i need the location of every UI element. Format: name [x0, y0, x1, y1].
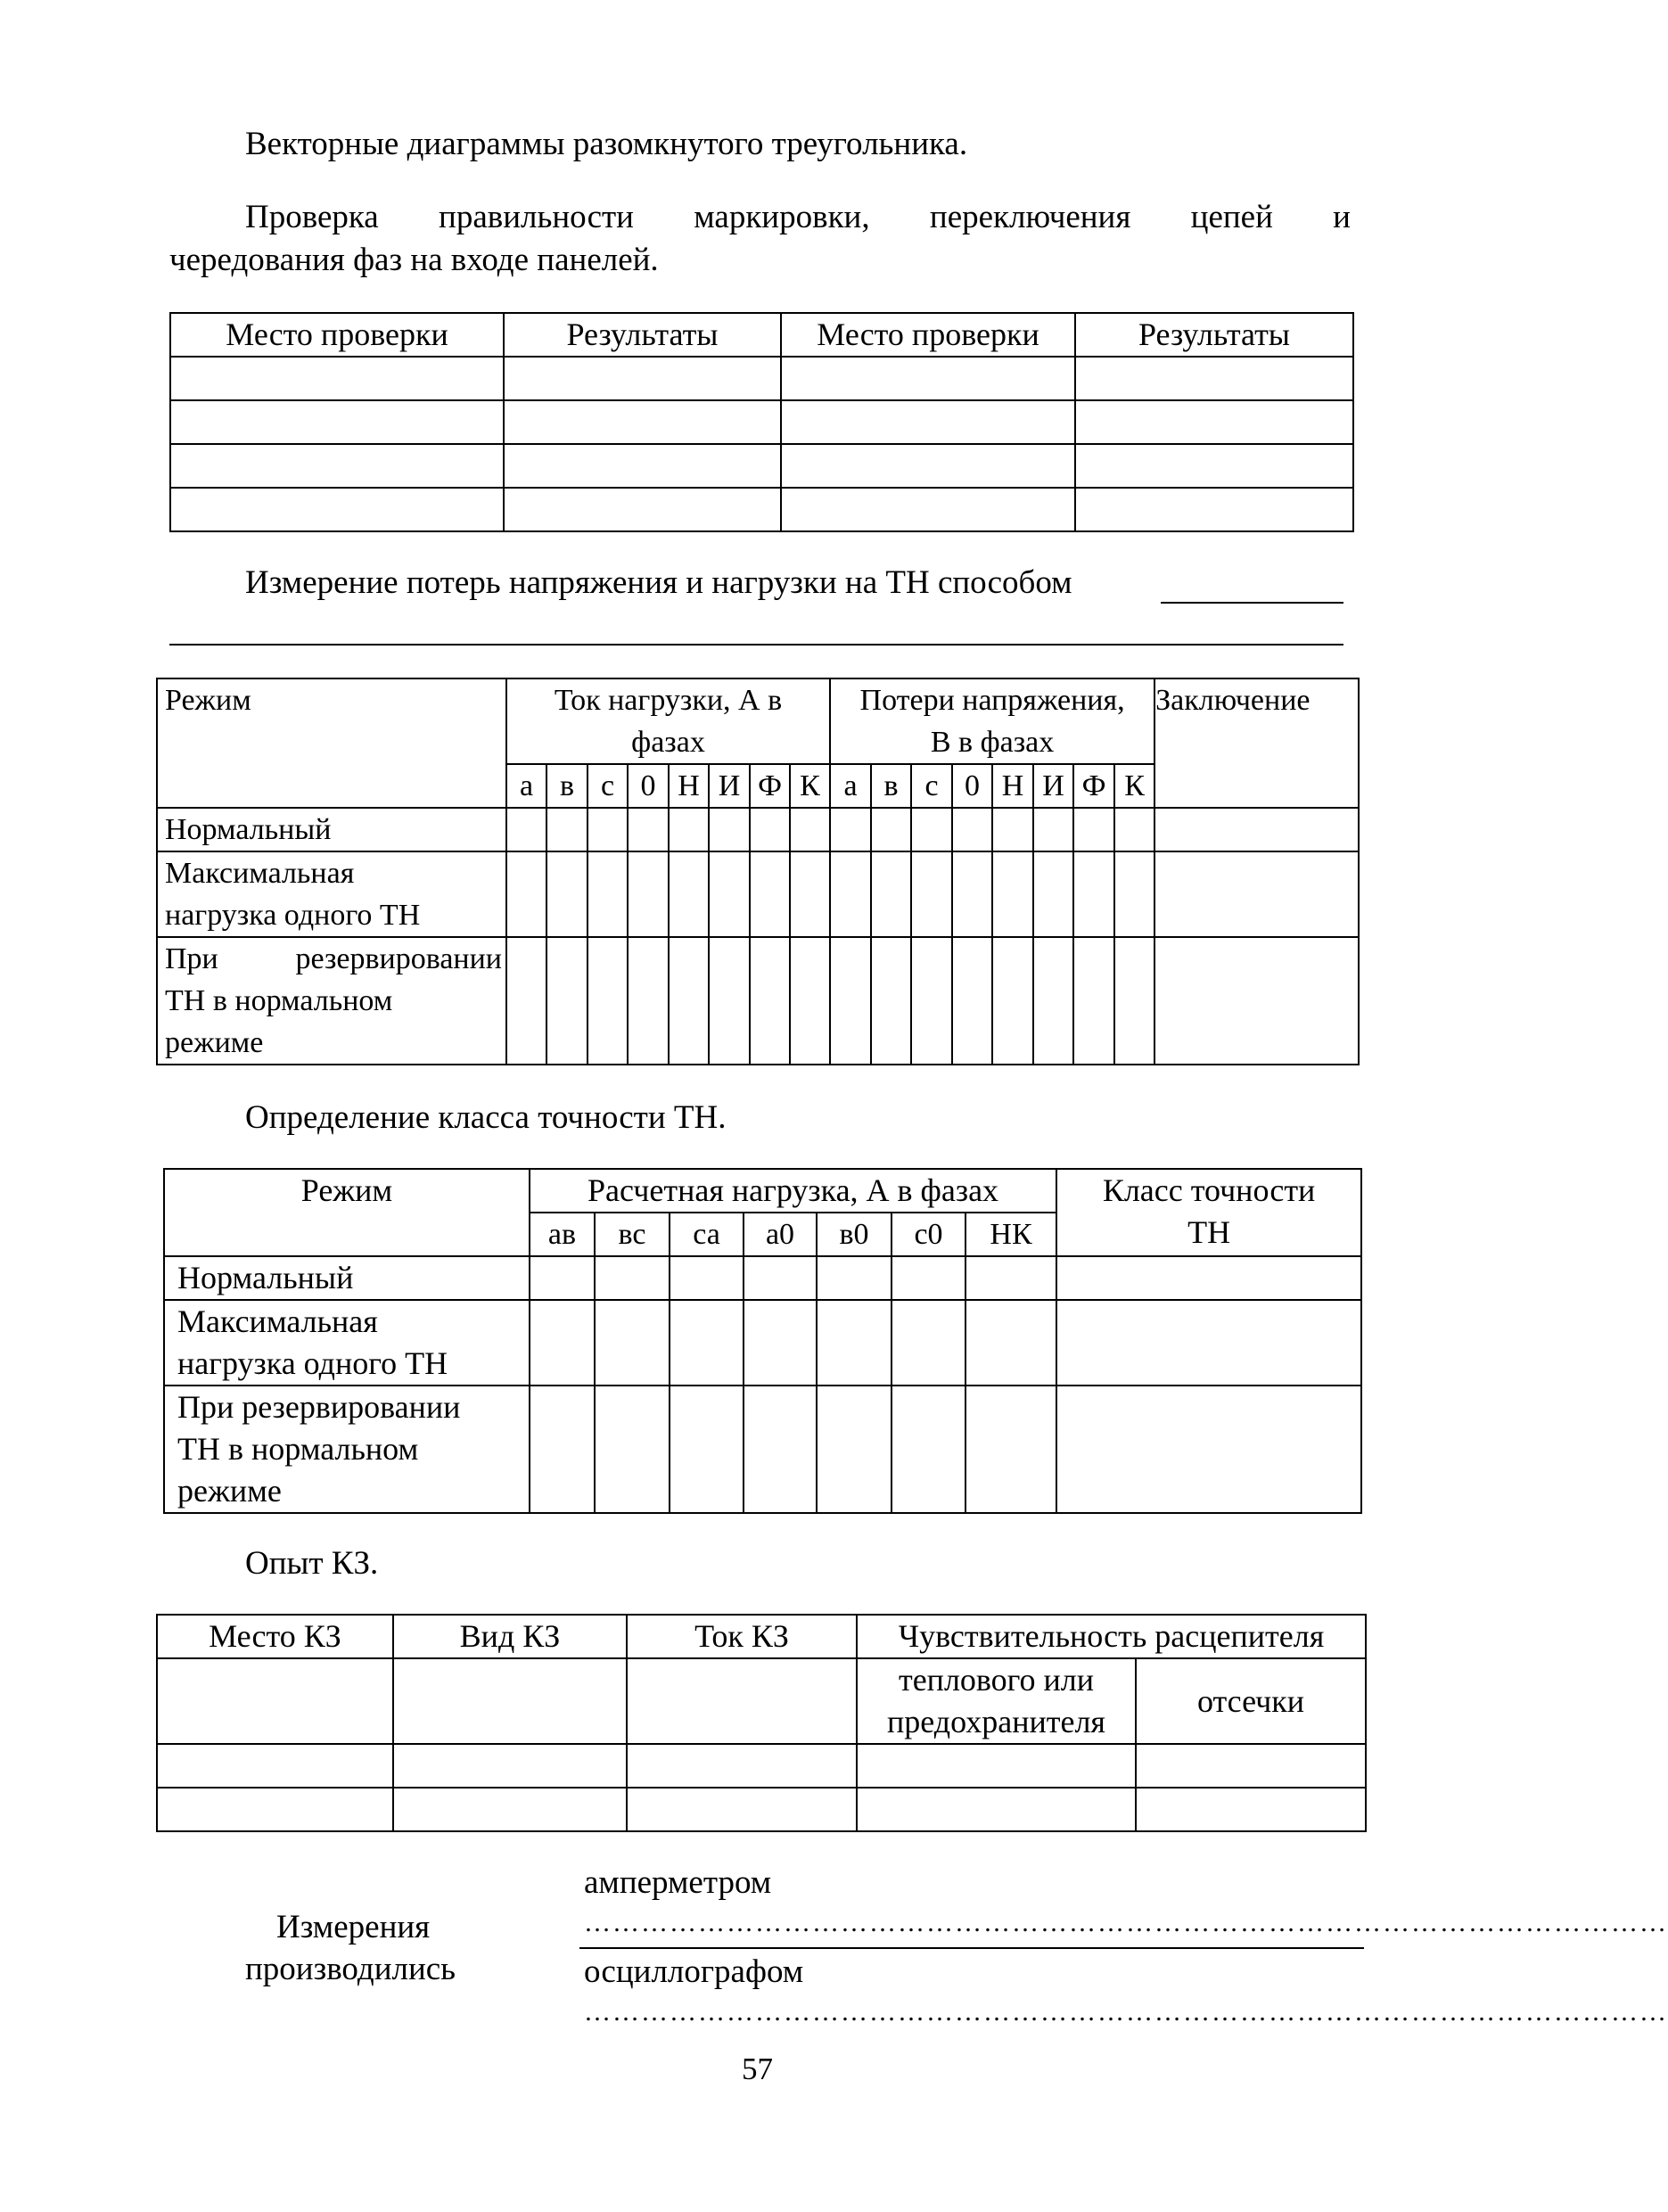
phase-header: ав [530, 1213, 595, 1256]
table-row [157, 808, 1359, 851]
col-header-thermal [857, 1658, 1136, 1744]
table-row [164, 1256, 1361, 1300]
method-blank-line-2[interactable] [169, 644, 1343, 646]
row-label-normal: Нормальный [164, 1256, 530, 1300]
phase-header: И [709, 764, 750, 808]
row-label-line: ТН в нормальном [177, 1431, 419, 1467]
voltage-loss-table [156, 678, 1360, 1065]
col-header-calc-load: Расчетная нагрузка, А в фазах [530, 1169, 1056, 1213]
check-paragraph-line1 [245, 198, 1351, 237]
header-line: ТН [1187, 1214, 1231, 1250]
row-label-line: нагрузка одного ТН [165, 899, 421, 932]
col-header-conclusion: Заключение [1154, 678, 1359, 808]
option-ammeter: амперметром [584, 1864, 772, 1901]
ammeter-dotted-fill[interactable]: …………………………………………………………………………………………………… [584, 1908, 1668, 1937]
table-row [170, 400, 1353, 444]
col-header-place: Место проверки [781, 313, 1075, 357]
header-line: фазах [631, 726, 705, 759]
table-row [157, 1788, 1366, 1831]
page-number: 57 [742, 2052, 773, 2086]
phase-header: НК [965, 1213, 1056, 1256]
table-row [170, 357, 1353, 400]
col-header-sensitivity: Чувствительность расцепителя [857, 1615, 1366, 1658]
row-label-line: режиме [165, 1026, 264, 1059]
row-label-line: Максимальная [165, 857, 355, 890]
header-line: Класс точности [1102, 1172, 1316, 1208]
phase-header: с [911, 764, 952, 808]
phase-header: са [670, 1213, 744, 1256]
row-label-line: нагрузка одного ТН [177, 1345, 448, 1381]
header-line: Потери напряжения, [859, 684, 1125, 717]
word: маркировки, [694, 199, 870, 235]
word: правильности [439, 199, 634, 235]
row-label-normal: Нормальный [157, 808, 506, 851]
row-label-line: При резервировании [177, 1389, 461, 1425]
check-paragraph-line2: чередования фаз на входе панелей. [169, 242, 659, 278]
table-row [157, 1744, 1366, 1788]
table-row [164, 1300, 1361, 1386]
heading-short-circuit-test: Опыт КЗ. [245, 1545, 379, 1582]
col-header-accuracy-class [1056, 1169, 1361, 1256]
word: переключения [929, 199, 1131, 235]
table-row [164, 1386, 1361, 1513]
table-row [170, 488, 1353, 531]
phase-header: Ф [1073, 764, 1114, 808]
col-header-kz-place: Место КЗ [157, 1615, 393, 1658]
col-header-results: Результаты [1075, 313, 1353, 357]
row-label-line: Максимальная [177, 1303, 378, 1339]
phase-header: а [830, 764, 871, 808]
phase-header: И [1033, 764, 1073, 808]
row-label-line: ТН в нормальном [165, 984, 393, 1017]
method-blank-line[interactable] [1161, 602, 1343, 604]
marking-check-table [169, 312, 1354, 532]
phase-header: а0 [744, 1213, 817, 1256]
phase-header: Н [669, 764, 709, 808]
word: При [165, 942, 218, 975]
table-row [157, 937, 1359, 1065]
header-line: предохранителя [887, 1704, 1105, 1739]
table-row [170, 444, 1353, 488]
col-header-voltage-loss [830, 678, 1154, 764]
phase-header: в [546, 764, 587, 808]
row-label-reserve [157, 937, 506, 1065]
word: резервировании [295, 942, 502, 975]
phase-header: в0 [817, 1213, 892, 1256]
phase-header: с0 [892, 1213, 965, 1256]
heading-vector-diagrams: Векторные диаграммы разомкнутого треугольника. [245, 126, 968, 162]
table-row [157, 851, 1359, 937]
col-header-mode: Режим [164, 1169, 530, 1256]
col-header-results: Результаты [504, 313, 781, 357]
row-label-line: режиме [177, 1473, 282, 1509]
col-header-mode: Режим [157, 678, 506, 808]
phase-header: К [1114, 764, 1154, 808]
option-separator-line [579, 1947, 1364, 1949]
col-header-place: Место проверки [170, 313, 504, 357]
measurements-label-line2: производились [245, 1951, 456, 1987]
col-header-load-current [506, 678, 830, 764]
col-header-kz-current: Ток КЗ [627, 1615, 857, 1658]
header-line: теплового или [898, 1662, 1095, 1698]
short-circuit-table [156, 1614, 1367, 1832]
row-label-max-load [157, 851, 506, 937]
phase-header: 0 [952, 764, 992, 808]
phase-header: Ф [750, 764, 790, 808]
phase-header: в [871, 764, 911, 808]
header-line: В в фазах [930, 726, 1055, 759]
word: Проверка [245, 199, 379, 235]
phase-header: К [790, 764, 830, 808]
phase-header: вс [595, 1213, 670, 1256]
oscillograph-dotted-fill[interactable]: …………………………………………………………………………………………………… [584, 1997, 1668, 2027]
header-line: Ток нагрузки, А в [554, 684, 783, 717]
phase-header: с [587, 764, 628, 808]
phase-header: Н [992, 764, 1033, 808]
measurements-label-line1: Измерения [276, 1909, 431, 1945]
word: и [1333, 199, 1351, 235]
phase-header: 0 [628, 764, 669, 808]
word: цепей [1190, 199, 1273, 235]
row-label-reserve [164, 1386, 530, 1513]
row-label-max-load [164, 1300, 530, 1386]
row-label-line [165, 938, 505, 980]
accuracy-class-table [163, 1168, 1362, 1514]
option-oscillograph: осциллографом [584, 1953, 804, 1990]
col-header-cutoff: отсечки [1136, 1658, 1366, 1744]
phase-header: а [506, 764, 546, 808]
col-header-kz-type: Вид КЗ [393, 1615, 627, 1658]
heading-voltage-loss: Измерение потерь напряжения и нагрузки на ТН способом [245, 564, 1072, 601]
heading-accuracy-class: Определение класса точности ТН. [245, 1099, 727, 1136]
